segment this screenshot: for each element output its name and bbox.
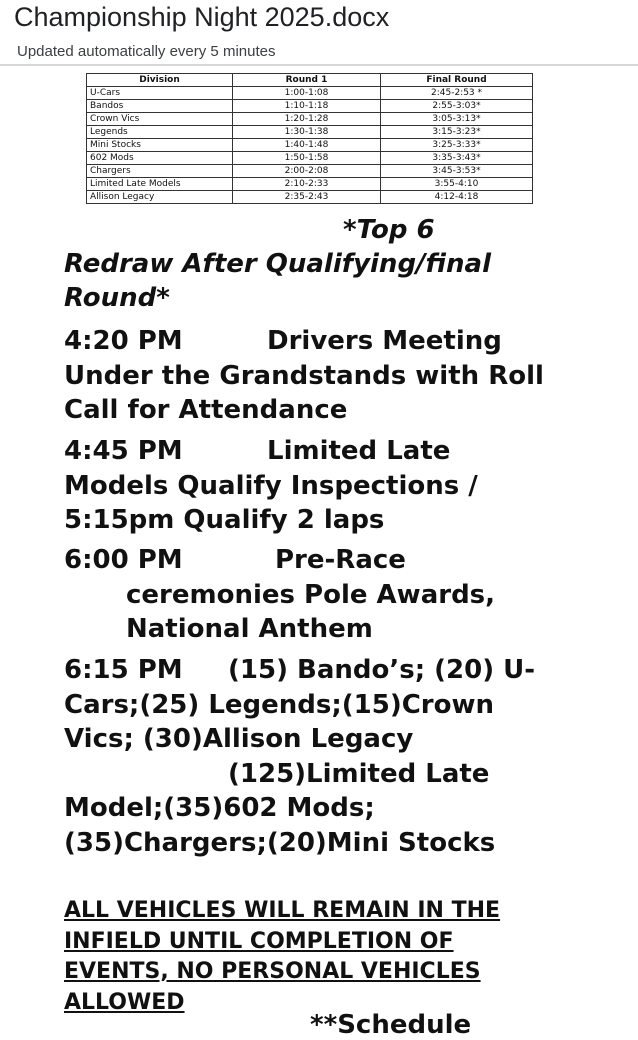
event-detail: (125)Limited Late [228,758,490,789]
auto-update-note: Updated automatically every 5 minutes [17,43,276,60]
cell-final-round: 3:45-3:53* [381,165,533,178]
event-title: (15) Bando’s; (20) U- [228,655,536,685]
vehicle-warning [64,896,624,1018]
table-row [87,178,533,191]
table-row [87,113,533,126]
cell-final-round: 3:05-3:13* [381,113,533,126]
table-row [87,100,533,113]
warning-line: ALL VEHICLES WILL REMAIN IN THE [64,898,501,923]
cell-division: Allison Legacy [87,191,233,204]
event-time: 4:45 PM [64,436,183,466]
schedule-table [86,73,533,204]
event-detail: Models Qualify Inspections / [64,470,478,501]
event-limited-late-qualify [64,434,629,538]
event-detail: Call for Attendance [64,395,348,425]
column-header-division: Division [87,74,233,87]
cell-division: Crown Vics [87,113,233,126]
event-races [64,653,629,860]
event-detail: Model;(35)602 Mods; [64,793,375,823]
cell-round-1: 1:20-1:28 [233,113,381,126]
document-title: Championship Night 2025.docx [14,2,390,32]
warning-line: INFIELD UNTIL COMPLETION OF [64,928,454,954]
warning-line: EVENTS, NO PERSONAL VEHICLES [64,959,481,984]
cell-division: Bandos [87,100,233,113]
top-six-note [64,213,624,315]
event-time: 6:00 PM [64,545,183,575]
cell-round-1: 2:00-2:08 [233,165,381,178]
event-pre-race [64,543,629,647]
cell-round-1: 2:35-2:43 [233,191,381,204]
column-header-round-1: Round 1 [233,74,381,87]
cell-round-1: 1:30-1:38 [233,126,381,139]
event-detail: Vics; (30)Allison Legacy [64,724,414,754]
event-detail: National Anthem [126,614,373,644]
cell-round-1: 1:10-1:18 [233,100,381,113]
event-title: Drivers Meeting [267,326,502,356]
event-detail: ceremonies Pole Awards, [126,579,496,610]
table-header-row [87,74,533,87]
cell-final-round: 3:15-3:23* [381,126,533,139]
schedule-table-wrapper [86,73,532,204]
cell-round-1: 1:00-1:08 [233,87,381,100]
cell-division: Limited Late Models [87,178,233,191]
event-title: Pre-Race [275,545,406,575]
cell-final-round: 2:45-2:53 * [381,87,533,100]
event-drivers-meeting [64,324,629,428]
column-header-final-round: Final Round [381,74,533,87]
event-title: Limited Late [267,436,451,466]
table-row [87,165,533,178]
event-detail: (35)Chargers;(20)Mini Stocks [64,827,496,858]
table-row [87,191,533,204]
cell-division: Mini Stocks [87,139,233,152]
cell-division: Chargers [87,165,233,178]
table-row [87,152,533,165]
note-line-3: Round* [64,283,170,313]
note-line-1: *Top 6 [343,215,435,245]
event-time: 6:15 PM [64,655,183,685]
cell-final-round: 3:25-3:33* [381,139,533,152]
cell-round-1: 1:50-1:58 [233,152,381,165]
cell-division: U-Cars [87,87,233,100]
warning-line: ALLOWED [64,989,185,1015]
document-header [0,0,638,66]
event-detail: Under the Grandstands with Roll [64,360,544,391]
cell-division: Legends [87,126,233,139]
cell-round-1: 2:10-2:33 [233,178,381,191]
table-row [87,87,533,100]
table-row [87,126,533,139]
cell-final-round: 3:55-4:10 [381,178,533,191]
event-detail: Cars;(25) Legends;(15)Crown [64,689,495,720]
event-time: 4:20 PM [64,326,183,356]
cell-division: 602 Mods [87,152,233,165]
cell-round-1: 1:40-1:48 [233,139,381,152]
note-line-2: Redraw After Qualifying/final [64,249,491,279]
event-detail: 5:15pm Qualify 2 laps [64,505,385,535]
cell-final-round: 4:12-4:18 [381,191,533,204]
cell-final-round: 2:55-3:03* [381,100,533,113]
table-row [87,139,533,152]
cell-final-round: 3:35-3:43* [381,152,533,165]
schedule-footnote-partial: **Schedule [310,1010,472,1040]
